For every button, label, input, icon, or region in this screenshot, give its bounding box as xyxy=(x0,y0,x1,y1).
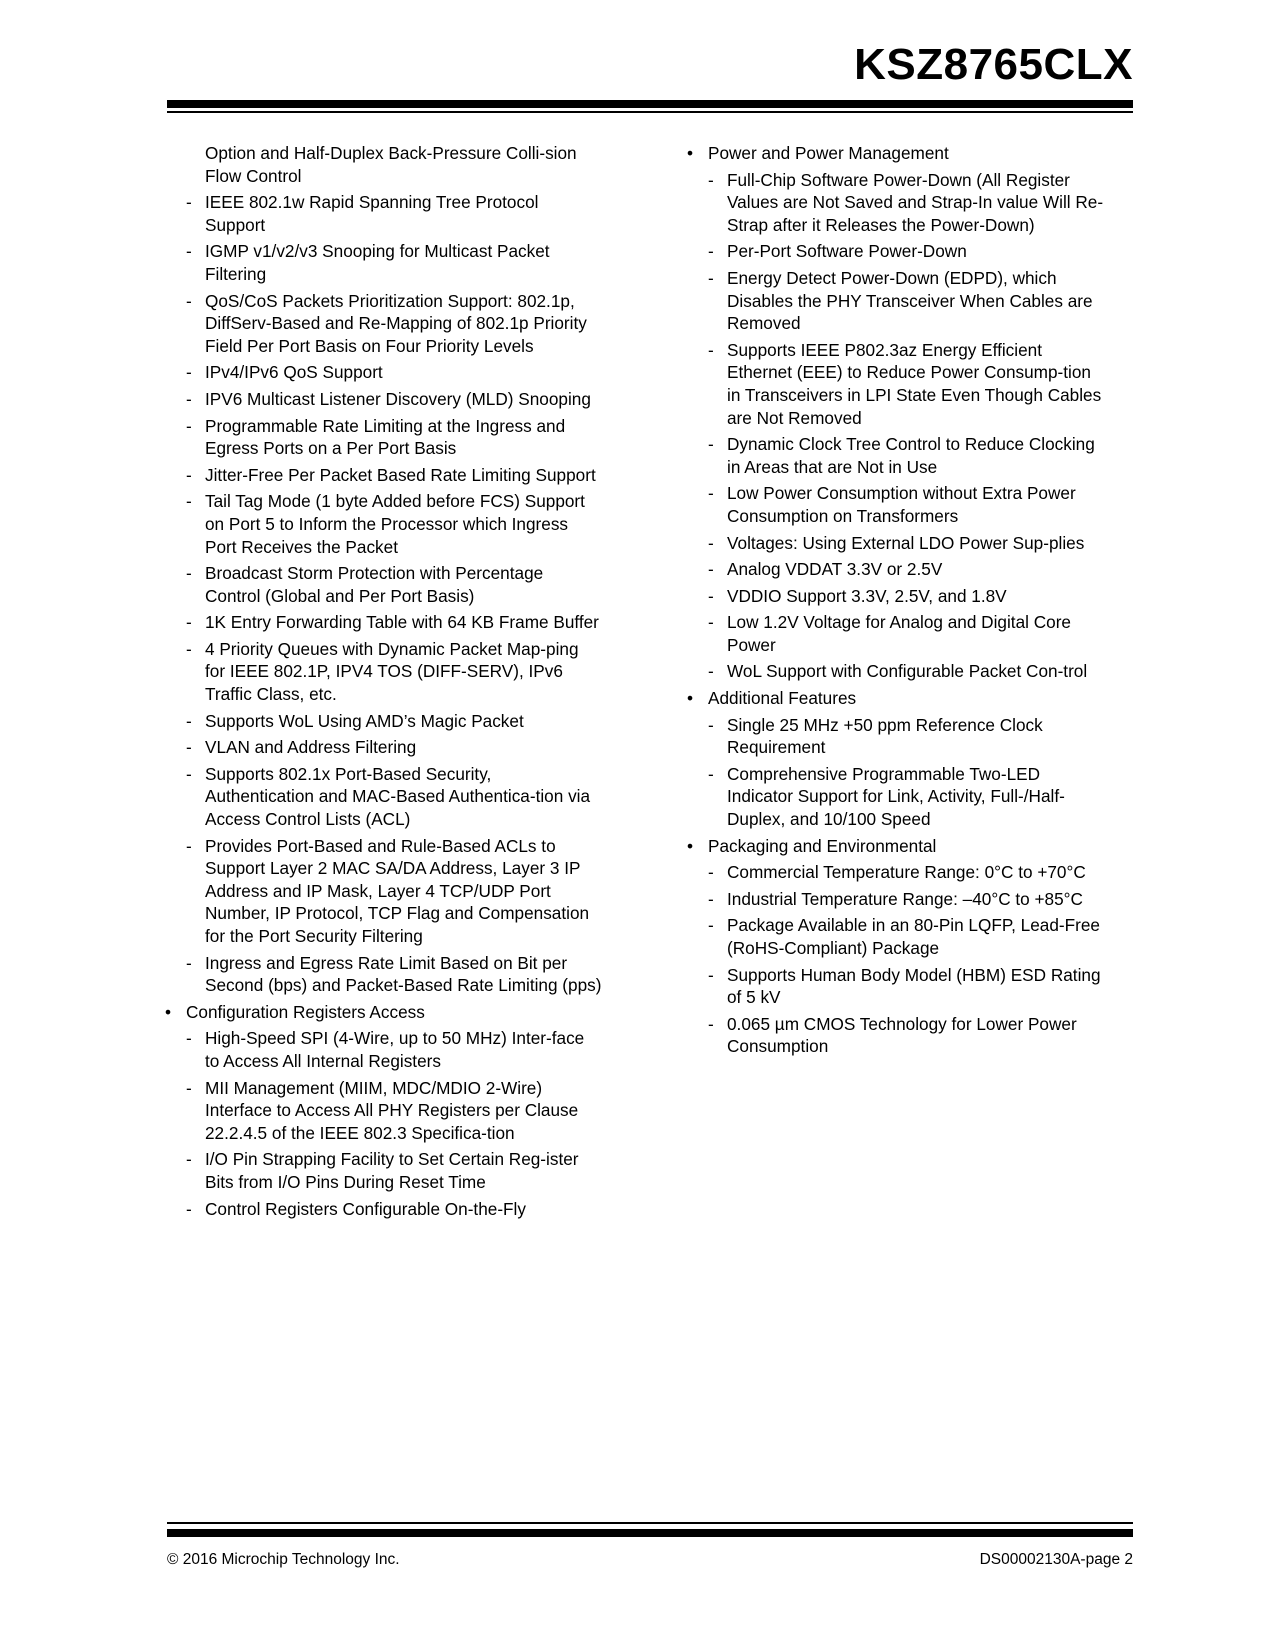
sub-item xyxy=(162,835,602,948)
sub-item xyxy=(162,736,602,759)
dash-marker: - xyxy=(186,612,192,633)
dash-marker: - xyxy=(708,559,714,580)
sub-item xyxy=(162,710,602,733)
item-text: Supports IEEE P802.3az Energy Efficient Ethernet (EEE) to Reduce Power Consump-tion in Transceivers in LPI State Even Though Cables are Not Removed xyxy=(727,339,1102,428)
dash-marker: - xyxy=(186,763,192,784)
footer-rule-thick xyxy=(167,1529,1133,1537)
item-text: Energy Detect Power-Down (EDPD), which Disables the PHY Transceiver When Cables are Removed xyxy=(727,267,1093,334)
sub-item xyxy=(162,638,602,706)
continuation-item xyxy=(162,142,602,187)
item-text: Packaging and Environmental xyxy=(708,835,937,856)
sub-item xyxy=(684,888,1104,911)
dash-marker: - xyxy=(186,835,192,856)
bullet-item xyxy=(684,142,1104,165)
sub-item xyxy=(684,532,1104,555)
dash-marker: - xyxy=(708,661,714,682)
item-text: Option and Half-Duplex Back-Pressure Colli-sion Flow Control xyxy=(205,143,577,186)
item-text: Package Available in an 80-Pin LQFP, Lead-Free (RoHS-Compliant) Package xyxy=(727,915,1100,958)
sub-item xyxy=(684,611,1104,656)
dash-marker: - xyxy=(186,563,192,584)
item-text: WoL Support with Configurable Packet Con-trol xyxy=(727,661,1088,682)
dash-marker: - xyxy=(186,1198,192,1219)
item-text: VDDIO Support 3.3V, 2.5V, and 1.8V xyxy=(727,585,1007,606)
dash-marker: - xyxy=(186,710,192,731)
sub-item xyxy=(162,191,602,236)
dash-marker: - xyxy=(186,491,192,512)
item-text: Broadcast Storm Protection with Percentage Control (Global and Per Port Basis) xyxy=(205,563,544,606)
dash-marker: - xyxy=(186,415,192,436)
item-text: Supports 802.1x Port-Based Security, Authentication and MAC-Based Authentica-tion via Access Control Lists (ACL) xyxy=(205,763,591,830)
bullet-marker: • xyxy=(687,835,694,856)
item-text: 1K Entry Forwarding Table with 64 KB Frame Buffer xyxy=(205,612,599,633)
item-text: Supports Human Body Model (HBM) ESD Rating of 5 kV xyxy=(727,964,1101,1008)
item-text: Dynamic Clock Tree Control to Reduce Clocking in Areas that are Not in Use xyxy=(727,434,1095,477)
sub-item xyxy=(162,490,602,558)
bullet-item xyxy=(684,687,1104,710)
sub-item xyxy=(684,964,1104,1009)
sub-item xyxy=(162,290,602,358)
sub-item xyxy=(684,339,1104,429)
bullet-item xyxy=(684,835,1104,858)
dash-marker: - xyxy=(708,862,714,883)
sub-item xyxy=(162,1027,602,1072)
item-text: Commercial Temperature Range: 0°C to +70°C xyxy=(727,862,1086,883)
dash-marker: - xyxy=(708,434,714,455)
item-text: Configuration Registers Access xyxy=(186,1001,425,1022)
bullet-marker: • xyxy=(687,688,694,709)
dash-marker: - xyxy=(186,290,192,311)
item-text: Tail Tag Mode (1 byte Added before FCS) Support on Port 5 to Inform the Processor which Ingress Port Receives the Packet xyxy=(205,491,585,557)
sub-item xyxy=(684,240,1104,263)
dash-marker: - xyxy=(708,532,714,553)
dash-marker: - xyxy=(708,714,714,735)
sub-item xyxy=(162,562,602,607)
item-text: IGMP v1/v2/v3 Snooping for Multicast Packet Filtering xyxy=(205,241,550,284)
item-text: I/O Pin Strapping Facility to Set Certain Reg-ister Bits from I/O Pins During Reset Time xyxy=(205,1149,579,1192)
sub-item xyxy=(162,361,602,384)
dash-marker: - xyxy=(186,1149,192,1170)
bullet-item xyxy=(162,1001,602,1024)
sub-item xyxy=(684,433,1104,478)
dash-marker: - xyxy=(708,169,714,190)
item-text: Low Power Consumption without Extra Power Consumption on Transformers xyxy=(727,483,1076,526)
item-text: Supports WoL Using AMD’s Magic Packet xyxy=(205,710,524,731)
sub-item xyxy=(684,1013,1104,1058)
item-text: VLAN and Address Filtering xyxy=(205,737,417,758)
item-text: Low 1.2V Voltage for Analog and Digital Core Power xyxy=(727,612,1071,655)
item-text: Ingress and Egress Rate Limit Based on Bit per Second (bps) and Packet-Based Rate Limiting (pps) xyxy=(205,952,602,996)
item-text: IPv4/IPv6 QoS Support xyxy=(205,362,383,383)
sub-item xyxy=(684,482,1104,527)
dash-marker: - xyxy=(708,1013,714,1034)
item-text: Full-Chip Software Power-Down (All Register Values are Not Saved and Strap-In value Will Re-Strap after it Releases the Power-Down) xyxy=(727,169,1104,235)
footer-copyright: © 2016 Microchip Technology Inc. xyxy=(167,1551,400,1568)
sub-item xyxy=(162,1198,602,1221)
item-text: Analog VDDAT 3.3V or 2.5V xyxy=(727,559,943,580)
sub-item xyxy=(162,388,602,411)
sub-item xyxy=(684,660,1104,683)
dash-marker: - xyxy=(708,483,714,504)
item-text: 0.065 µm CMOS Technology for Lower Power Consumption xyxy=(727,1013,1077,1057)
dash-marker: - xyxy=(186,241,192,262)
dash-marker: - xyxy=(186,362,192,383)
sub-item xyxy=(684,763,1104,831)
sub-item xyxy=(162,611,602,634)
dash-marker: - xyxy=(708,915,714,936)
sub-item xyxy=(684,714,1104,759)
dash-marker: - xyxy=(186,638,192,659)
sub-item xyxy=(684,914,1104,959)
sub-item xyxy=(684,861,1104,884)
sub-item xyxy=(684,585,1104,608)
item-text: Control Registers Configurable On-the-Fly xyxy=(205,1198,526,1219)
sub-item xyxy=(684,267,1104,335)
footer-rule-thin xyxy=(167,1522,1133,1524)
sub-item xyxy=(684,169,1104,237)
dash-marker: - xyxy=(708,267,714,288)
item-text: Voltages: Using External LDO Power Sup-plies xyxy=(727,532,1085,553)
dash-marker: - xyxy=(708,888,714,909)
dash-marker: - xyxy=(186,952,192,973)
document-title: KSZ8765CLX xyxy=(854,40,1133,89)
dash-marker: - xyxy=(708,585,714,606)
bullet-marker: • xyxy=(687,143,694,163)
item-text: QoS/CoS Packets Prioritization Support: 802.1p, DiffServ-Based and Re-Mapping of 802.1p Priority Field Per Port Basis on Four Priority Levels xyxy=(205,290,587,356)
item-text: Provides Port-Based and Rule-Based ACLs to Support Layer 2 MAC SA/DA Address, Layer 3 IP Address and IP Mask, Layer 4 TCP/UDP Port Number, IP Protocol, TCP Flag and Compensation for the Port Security Filtering xyxy=(205,835,590,946)
header-rule-thick xyxy=(167,100,1133,108)
sub-item xyxy=(162,464,602,487)
sub-item xyxy=(684,558,1104,581)
sub-item xyxy=(162,1077,602,1145)
item-text: Comprehensive Programmable Two-LED Indicator Support for Link, Activity, Full-/Half-Duplex, and 10/100 Speed xyxy=(727,763,1065,830)
dash-marker: - xyxy=(186,1028,192,1049)
sub-item xyxy=(162,763,602,831)
item-text: High-Speed SPI (4-Wire, up to 50 MHz) Inter-face to Access All Internal Registers xyxy=(205,1028,585,1071)
dash-marker: - xyxy=(708,612,714,633)
dash-marker: - xyxy=(186,192,192,213)
item-text: Programmable Rate Limiting at the Ingress and Egress Ports on a Per Port Basis xyxy=(205,415,566,459)
dash-marker: - xyxy=(186,388,192,409)
item-text: MII Management (MIIM, MDC/MDIO 2-Wire) Interface to Access All PHY Registers per Clause 22.2.4.5 of the IEEE 802.3 Specifica-tion xyxy=(205,1077,579,1143)
item-text: Additional Features xyxy=(708,688,857,709)
bullet-marker: • xyxy=(165,1001,172,1022)
item-text: Jitter-Free Per Packet Based Rate Limiting Support xyxy=(205,464,596,485)
sub-item xyxy=(162,952,602,997)
item-text: Single 25 MHz +50 ppm Reference Clock Requirement xyxy=(727,714,1043,758)
dash-marker: - xyxy=(708,763,714,784)
item-text: IPV6 Multicast Listener Discovery (MLD) Snooping xyxy=(205,388,591,409)
sub-item xyxy=(162,415,602,460)
footer-page-id: DS00002130A-page 2 xyxy=(979,1551,1133,1568)
left-column xyxy=(162,142,602,1224)
dash-marker: - xyxy=(186,464,192,485)
dash-marker: - xyxy=(708,964,714,985)
sub-item xyxy=(162,240,602,285)
header-rule-thin xyxy=(167,111,1133,113)
dash-marker: - xyxy=(186,1077,192,1098)
right-column xyxy=(684,142,1104,1062)
item-text: 4 Priority Queues with Dynamic Packet Map-ping for IEEE 802.1P, IPV4 TOS (DIFF-SERV), IPv6 Traffic Class, etc. xyxy=(205,638,579,705)
item-text: IEEE 802.1w Rapid Spanning Tree Protocol Support xyxy=(205,192,539,235)
sub-item xyxy=(162,1148,602,1193)
item-text: Per-Port Software Power-Down xyxy=(727,241,967,262)
dash-marker: - xyxy=(708,241,714,262)
dash-marker: - xyxy=(186,737,192,758)
item-text: Industrial Temperature Range: –40°C to +85°C xyxy=(727,888,1083,909)
item-text: Power and Power Management xyxy=(708,143,949,163)
dash-marker: - xyxy=(708,339,714,360)
